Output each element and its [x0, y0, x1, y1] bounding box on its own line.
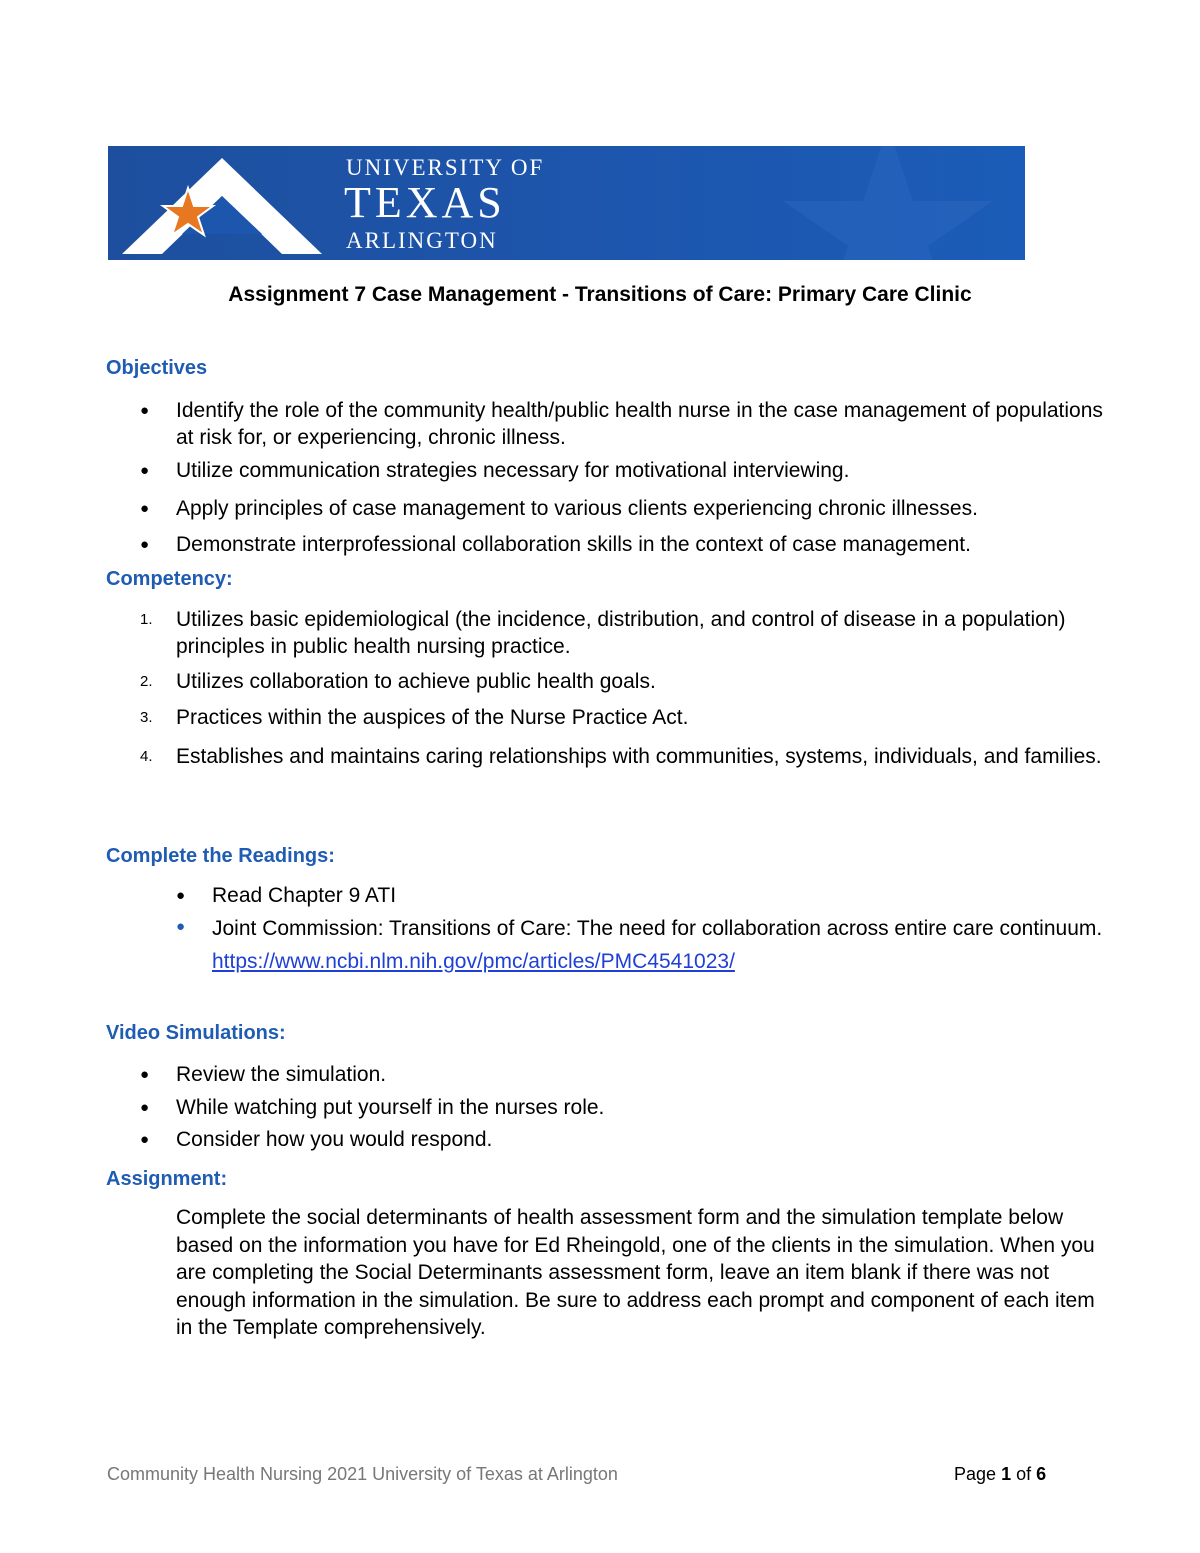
- uta-a-star-logo-icon: [122, 154, 322, 254]
- competency-item: Utilizes basic epidemiological (the incidence, distribution, and control of disease in a population) principles in public health nursing practice.: [176, 608, 1066, 658]
- bullet-icon: ●: [140, 462, 150, 479]
- video-heading: Video Simulations:: [106, 1022, 286, 1044]
- university-banner: [108, 146, 1025, 260]
- reading-item: [212, 912, 1112, 978]
- footer-course-info: Community Health Nursing 2021 University of Texas at Arlington: [107, 1464, 618, 1484]
- of-label: of: [1016, 1464, 1032, 1484]
- assignment-heading: Assignment:: [106, 1168, 228, 1190]
- page-current: 1: [1001, 1464, 1012, 1484]
- list-number: 3.: [140, 709, 153, 726]
- objective-item: Demonstrate interprofessional collaboration skills in the context of case management.: [176, 533, 971, 556]
- competency-item: Utilizes collaboration to achieve public health goals.: [176, 670, 656, 693]
- assignment-text: Complete the social determinants of health assessment form and the simulation template below based on the information you have for Ed Rheingold, one of the clients in the simulation. When you are completing the Social Determinants assessment form, leave an item blank if there was not enough information in the simulation. Be sure to address each prompt and component of each item in the Template comprehensively.: [176, 1206, 1095, 1339]
- video-item: While watching put yourself in the nurses role.: [176, 1096, 605, 1119]
- bullet-icon: ●: [140, 536, 150, 553]
- decorative-star-icon: [728, 146, 1025, 260]
- document-title: Assignment 7 Case Management - Transitions of Care: Primary Care Clinic: [228, 283, 972, 306]
- banner-university-of: UNIVERSITY OF: [346, 155, 545, 180]
- bullet-icon: ●: [140, 1131, 150, 1148]
- objective-item: Apply principles of case management to various clients experiencing chronic illnesses.: [176, 497, 978, 520]
- readings-heading: Complete the Readings:: [106, 845, 335, 867]
- footer-page-number: [954, 1464, 1046, 1485]
- video-item: Consider how you would respond.: [176, 1128, 493, 1151]
- reading-item-text: Joint Commission: Transitions of Care: The need for collaboration across entire care continuum.: [212, 917, 1103, 940]
- bullet-icon: ●: [140, 402, 150, 419]
- page-label: Page: [954, 1464, 997, 1484]
- bullet-icon: ●: [176, 918, 186, 935]
- ncbi-article-link[interactable]: https://www.ncbi.nlm.nih.gov/pmc/articles/PMC4541023/: [212, 950, 735, 973]
- page-total: 6: [1036, 1464, 1047, 1484]
- competency-heading: Competency:: [106, 568, 233, 590]
- reading-item: Read Chapter 9 ATI: [212, 884, 397, 907]
- bullet-icon: ●: [140, 1066, 150, 1083]
- video-item: Review the simulation.: [176, 1063, 387, 1086]
- list-number: 4.: [140, 748, 153, 765]
- bullet-icon: ●: [140, 500, 150, 517]
- bullet-icon: ●: [140, 1099, 150, 1116]
- objective-item: Utilize communication strategies necessary for motivational interviewing.: [176, 459, 850, 482]
- banner-arlington: ARLINGTON: [346, 228, 498, 253]
- list-number: 1.: [140, 611, 153, 628]
- objective-item: Identify the role of the community health/public health nurse in the case management of populations at risk for, or experiencing, chronic illness.: [176, 399, 1103, 449]
- list-number: 2.: [140, 673, 153, 690]
- objectives-heading: Objectives: [106, 357, 208, 379]
- bullet-icon: ●: [176, 887, 186, 904]
- competency-item: Practices within the auspices of the Nurse Practice Act.: [176, 706, 689, 729]
- competency-item: Establishes and maintains caring relationships with communities, systems, individuals, and families.: [176, 745, 1102, 768]
- banner-texas: TEXAS: [344, 178, 506, 227]
